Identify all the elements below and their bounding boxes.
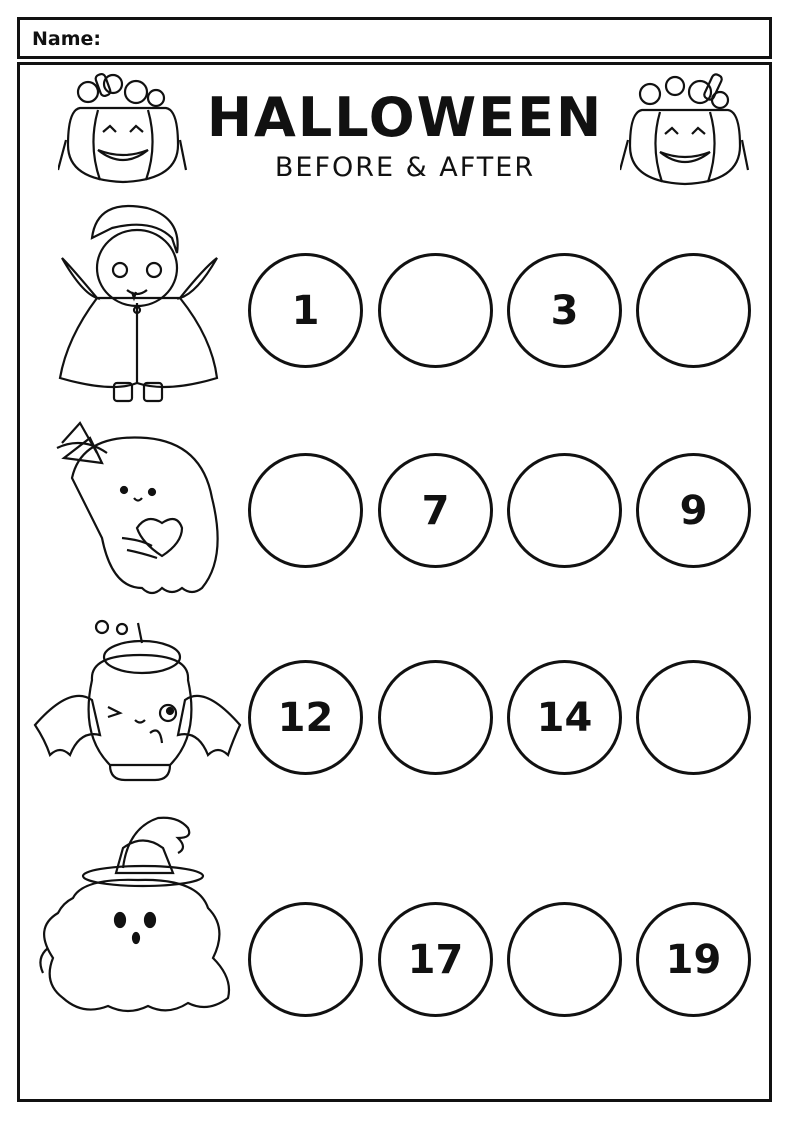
number-circle[interactable] — [636, 660, 751, 775]
number-circle[interactable] — [248, 453, 363, 568]
candy-bucket-icon — [620, 70, 750, 195]
number-circle[interactable]: 17 — [378, 902, 493, 1017]
number-circle[interactable]: 14 — [507, 660, 622, 775]
number-circle[interactable] — [507, 453, 622, 568]
number-circle[interactable]: 12 — [248, 660, 363, 775]
number-circle[interactable]: 1 — [248, 253, 363, 368]
number-circle[interactable] — [636, 253, 751, 368]
candy-bucket-icon — [58, 70, 188, 195]
number-circle[interactable] — [378, 253, 493, 368]
name-box — [17, 17, 772, 59]
page-title: HALLOWEEN — [206, 86, 604, 149]
page-subtitle: BEFORE & AFTER — [274, 152, 536, 183]
number-circle[interactable]: 9 — [636, 453, 751, 568]
pumpkin-bat-cat-icon — [30, 615, 245, 790]
number-circle[interactable]: 3 — [507, 253, 622, 368]
number-circle[interactable] — [248, 902, 363, 1017]
vampire-icon — [52, 198, 224, 408]
number-circle[interactable]: 7 — [378, 453, 493, 568]
number-circle[interactable] — [378, 660, 493, 775]
name-label: Name: — [32, 28, 102, 50]
number-circle[interactable]: 19 — [636, 902, 751, 1017]
witch-ghost-icon — [52, 418, 232, 603]
number-circle[interactable] — [507, 902, 622, 1017]
ghost-with-hat-icon — [28, 808, 240, 1018]
